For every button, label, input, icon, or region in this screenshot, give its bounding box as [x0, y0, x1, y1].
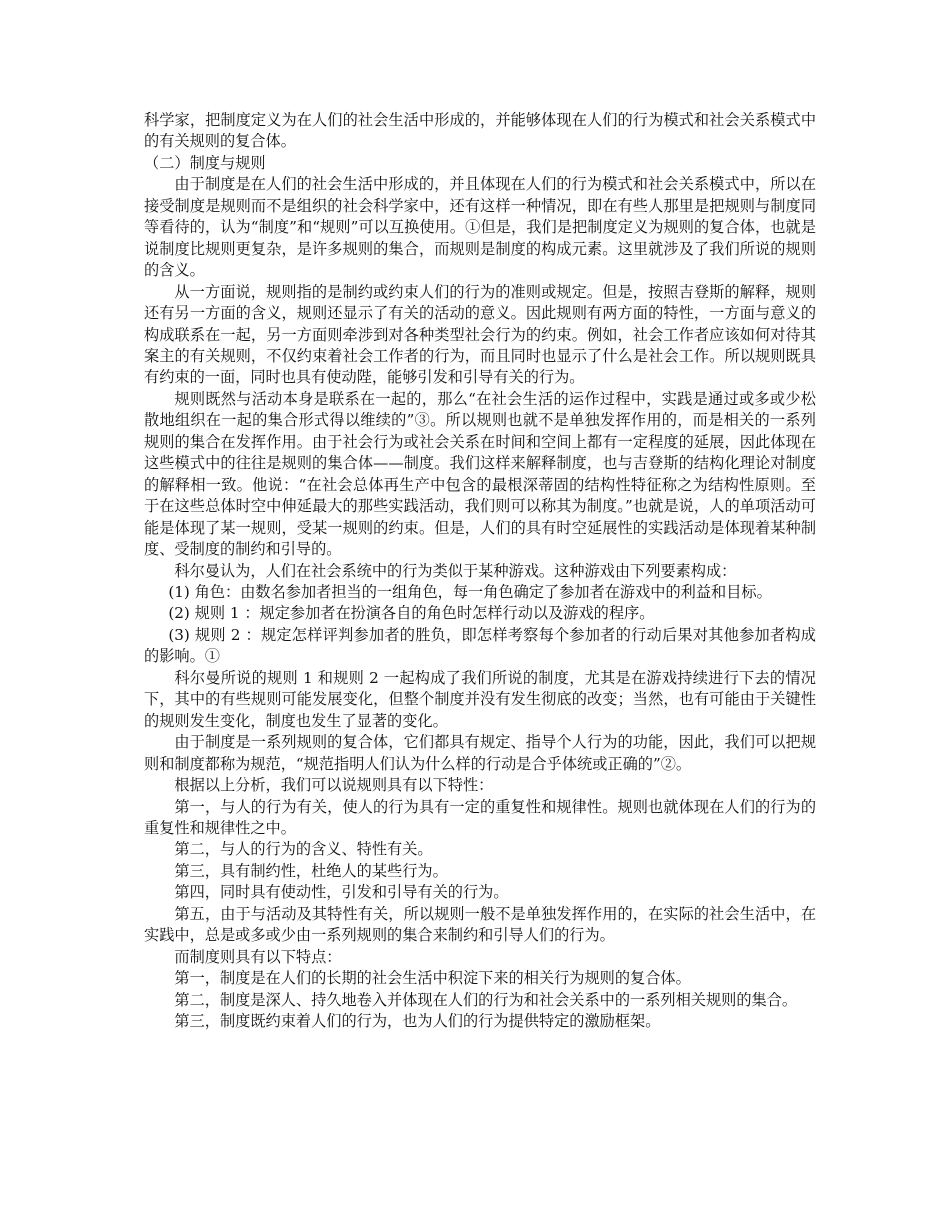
section-heading: （二）制度与规则 — [144, 153, 266, 172]
rule-feature-5: 第五，由于与活动及其特性有关，所以规则一般不是单独发挥作用的，在实际的社会生活中，在实践中，总是或多或少由一系列规则的集合来制约和引导人们的行为。 — [144, 904, 816, 945]
paragraph-coleman-rules: 科尔曼所说的规则 1 和规则 2 一起构成了我们所说的制度，尤其是在游戏持续进行下去的情况下，其中的有些规则可能发展变化，但整个制度并没有发生彻底的改变；当然，也有可能由于关键性的规则发生变化，制度也发生了显著的变化。 — [144, 668, 816, 730]
paragraph-rule-features-intro: 根据以上分析，我们可以说规则具有以下特性： — [174, 776, 494, 795]
institution-feature-3: 第三，制度既约束着人们的行为，也为人们的行为提供特定的激励框架。 — [174, 1012, 661, 1031]
paragraph-rule-sets: 规则既然与活动本身是联系在一起的，那么“在社会生活的运作过程中，实践是通过或多或少松散地组织在一起的集合形式得以维续的”③。所以规则也就不是单独发挥作用的，而是相关的一系列规则的集合在发挥作用。由于社会行为或社会关系在时间和空间上都有一定程度的延展，因此体现在这些模式中的往往是规则的集合体——制度。我们这样来解释制度，也与吉登斯的结构化理论对制度的解释相一致。他说：“在社会总体再生产中包含的最根深蒂固的结构性特征称之为结构性原则。至于在这些总体时空中伸延最大的那些实践活动，我们则可以称其为制度。”也就是说，人的单项活动可能是体现了某一规则，受某一规则的约束。但是，人们的具有时空延展性的实践活动是体现着某种制度、受制度的制约和引导的。 — [144, 389, 816, 559]
paragraph-institution-features-intro: 而制度则具有以下特点： — [174, 947, 342, 966]
list-item-roles: (1) 角色：由数名参加者担当的一组角色，每一角色确定了参加者在游戏中的利益和目标。 — [168, 582, 772, 601]
rule-feature-2: 第二，与人的行为的含义、特性有关。 — [174, 840, 433, 859]
paragraph-giddens-rules: 从一方面说，规则指的是制约或约束人们的行为的准则或规定。但是，按照吉登斯的解释，规则还有另一方面的含义，规则还显示了有关的活动的意义。因此规则有两方面的特性，一方面与意义的构成联系在一起，另一方面则牵涉到对各种类型社会行为的约束。例如，社会工作者应该如何对待其案主的有关规则，不仅约束着社会工作者的行为，而且同时也显示了什么是社会工作。所以规则既具有约束的一面，同时也具有使动陛，能够引发和引导有关的行为。 — [144, 282, 816, 387]
institution-feature-1: 第一，制度是在人们的长期的社会生活中积淀下来的相关行为规则的复合体。 — [174, 969, 691, 988]
list-item-rule-2: (3) 规则 2 ：规定怎样评判参加者的胜负，即怎样考察每个参加者的行动后果对其他参加者构成的影响。① — [144, 625, 816, 666]
rule-feature-1: 第一，与人的行为有关，使人的行为具有一定的重复性和规律性。规则也就体现在人们的行为的重复性和规律性之中。 — [144, 797, 816, 837]
rule-feature-4: 第四，同时具有使动性，引发和引导有关的行为。 — [174, 883, 509, 902]
document-page — [144, 110, 816, 1032]
paragraph-norms: 由于制度是一系列规则的复合体，它们都具有规定、指导个人行为的功能，因此，我们可以把规则和制度都称为规范，“规范指明人们认为什么样的行动是合乎体统或正确的”②。 — [144, 733, 816, 773]
institution-feature-2: 第二，制度是深人、持久地卷入并体现在人们的行为和社会关系中的一系列相关规则的集合。 — [174, 990, 798, 1009]
paragraph-definition-continued: 科学家，把制度定义为在人们的社会生活中形成的，并能够体现在人们的行为模式和社会关系模式中的有关规则的复合体。 — [144, 111, 816, 151]
paragraph-rules-vs-institutions: 由于制度是在人们的社会生活中形成的，并且体现在人们的行为模式和社会关系模式中，所以在接受制度是规则而不是组织的社会科学家中，还有这样一种情况，即在有些人那里是把规则与制度同等看待的，认为“制度”和“规则”可以互换使用。①但是，我们是把制度定义为规则的复合体，也就是说制度比规则更复杂，是许多规则的集合，而规则是制度的构成元素。这里就涉及了我们所说的规则的含义。 — [144, 175, 816, 280]
rule-feature-3: 第三，具有制约性，杜绝人的某些行为。 — [174, 861, 448, 880]
paragraph-coleman-intro: 科尔曼认为，人们在社会系统中的行为类似于某种游戏。这种游戏由下列要素构成： — [174, 561, 737, 580]
list-item-rule-1: (2) 规则 1 ：规定参加者在扮演各自的角色时怎样行动以及游戏的程序。 — [168, 604, 655, 623]
